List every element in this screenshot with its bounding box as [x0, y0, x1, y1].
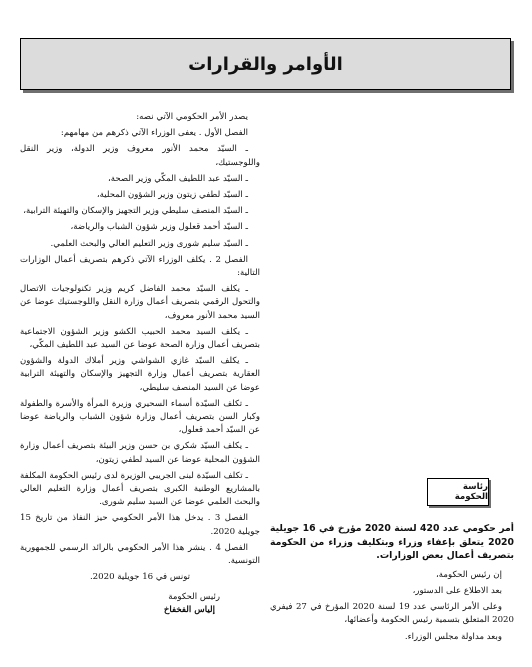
preamble-paragraph: إن رئيس الحكومة، — [436, 569, 502, 580]
decree-date: تونس في 16 جويلية 2020. — [89, 572, 191, 583]
decree-paragraph: الفصل 3 . يدخل هذا الأمر الحكومي حيز النفاذ من تاريخ 15 جويلية 2020. — [20, 513, 260, 537]
decree-paragraph: ـ السيّد المنصف سليطي وزير التجهيز والإسكان والتهيئة الترابية، — [23, 206, 248, 217]
preamble-paragraph: بعد الاطلاع على الدستور، — [412, 585, 502, 596]
decree-paragraph: ـ يكلف السيد محمد الحبيب الكشو وزير الشؤون الاجتماعية بتصريف أعمال وزارة الصحة عوضا عن السيد عبد اللطيف المكّي، — [20, 326, 260, 351]
preamble-paragraph: وعلى الأمر الرئاسي عدد 19 لسنة 2020 المؤرخ في 27 فيفري 2020 المتعلق بتسمية رئيس الحكومة وأعضائها، — [270, 602, 514, 626]
decree-paragraph: ـ السيّد محمد الأنور معروف وزير الدولة، وزير النقل واللوجستيك، — [20, 144, 260, 168]
signature-name: إلياس الفخفاخ — [163, 604, 215, 615]
decree-paragraph: ـ السيّد لطفي زيتون وزير الشؤون المحلية، — [96, 190, 248, 201]
decree-body-column — [20, 111, 260, 617]
decree-paragraph: الفصل الأول . يعفى الوزراء الآتي ذكرهم من مهامهم: — [60, 128, 248, 139]
signature-role: رئيس الحكومة — [168, 591, 220, 602]
decree-title: أمر حكومي عدد 420 لسنة 2020 مؤرخ في 16 جويلية 2020 يتعلق بإعفاء وزراء وبتكليف وزراء من الحكومة بتصريف أعمال بعض الوزارات. — [270, 523, 514, 562]
decree-paragraph: ـ السيّد عبد اللطيف المكّي وزير الصحة، — [107, 173, 248, 184]
signature-block — [20, 591, 260, 617]
section-label-box — [427, 478, 489, 506]
section-header-banner — [20, 38, 511, 90]
decree-paragraph: ـ يكلف السيّد محمد الفاضل كريم وزير تكنولوجيات الاتصال والتحول الرقمي بتصريف أعمال وزارة النقل واللوجستيك عوضا عن السيد محمد الأنور معروف، — [20, 284, 260, 321]
decree-paragraph: ـ تكلف السيّدة أسماء السحيري وزيرة المرأة والأسرة والطفولة وكبار السن بتصريف أعمال وزارة شؤون الشباب والرياضة عوضا عن السيّد أحمد قعلول، — [20, 398, 260, 436]
decree-paragraph: ـ السيّد أحمد قعلول وزير شؤون الشباب والرياضة، — [70, 222, 248, 233]
decree-paragraph: الفصل 4 . ينشر هذا الأمر الحكومي بالرائد الرسمي للجمهورية التونسية. — [20, 542, 260, 567]
decree-paragraph: ـ يكلف السيّد شكري بن حسن وزير البيئة بتصريف أعمال وزارة الشؤون المحلية عوضا عن السيد لطفي زيتون، — [20, 441, 260, 465]
decree-paragraph: ـ تكلف السيّدة لبنى الجريبي الوزيرة لدى رئيس الحكومة المكلفة بالمشاريع الوطنية الكبرى بتصريف أعمال وزارة التعليم العالي والبحث العلمي عوضا عن السيد سليم شورى. — [20, 470, 260, 508]
decree-paragraph: ـ يكلف السيّد غازي الشواشي وزير أملاك الدولة والشؤون العقارية بتصريف أعمال وزارة التجهيز والإسكان والتهيئة الترابية عوضا عن السيد المنصف سليطي، — [20, 356, 260, 393]
preamble-paragraph: وبعد مداولة مجلس الوزراء. — [404, 631, 502, 642]
decree-paragraph: ـ السيّد سليم شورى وزير التعليم العالي والبحث العلمي. — [50, 238, 248, 249]
section-label: رئاسة الحكومة — [454, 482, 488, 502]
decree-paragraph: يصدر الأمر الحكومي الآتي نصه: — [136, 112, 248, 122]
decree-preamble-column — [270, 522, 514, 647]
decree-paragraph: الفصل 2 . يكلف الوزراء الآتي ذكرهم بتصريف أعمال الوزارات التالية: — [20, 254, 260, 279]
page-title: الأوامر والقرارات — [188, 53, 343, 75]
